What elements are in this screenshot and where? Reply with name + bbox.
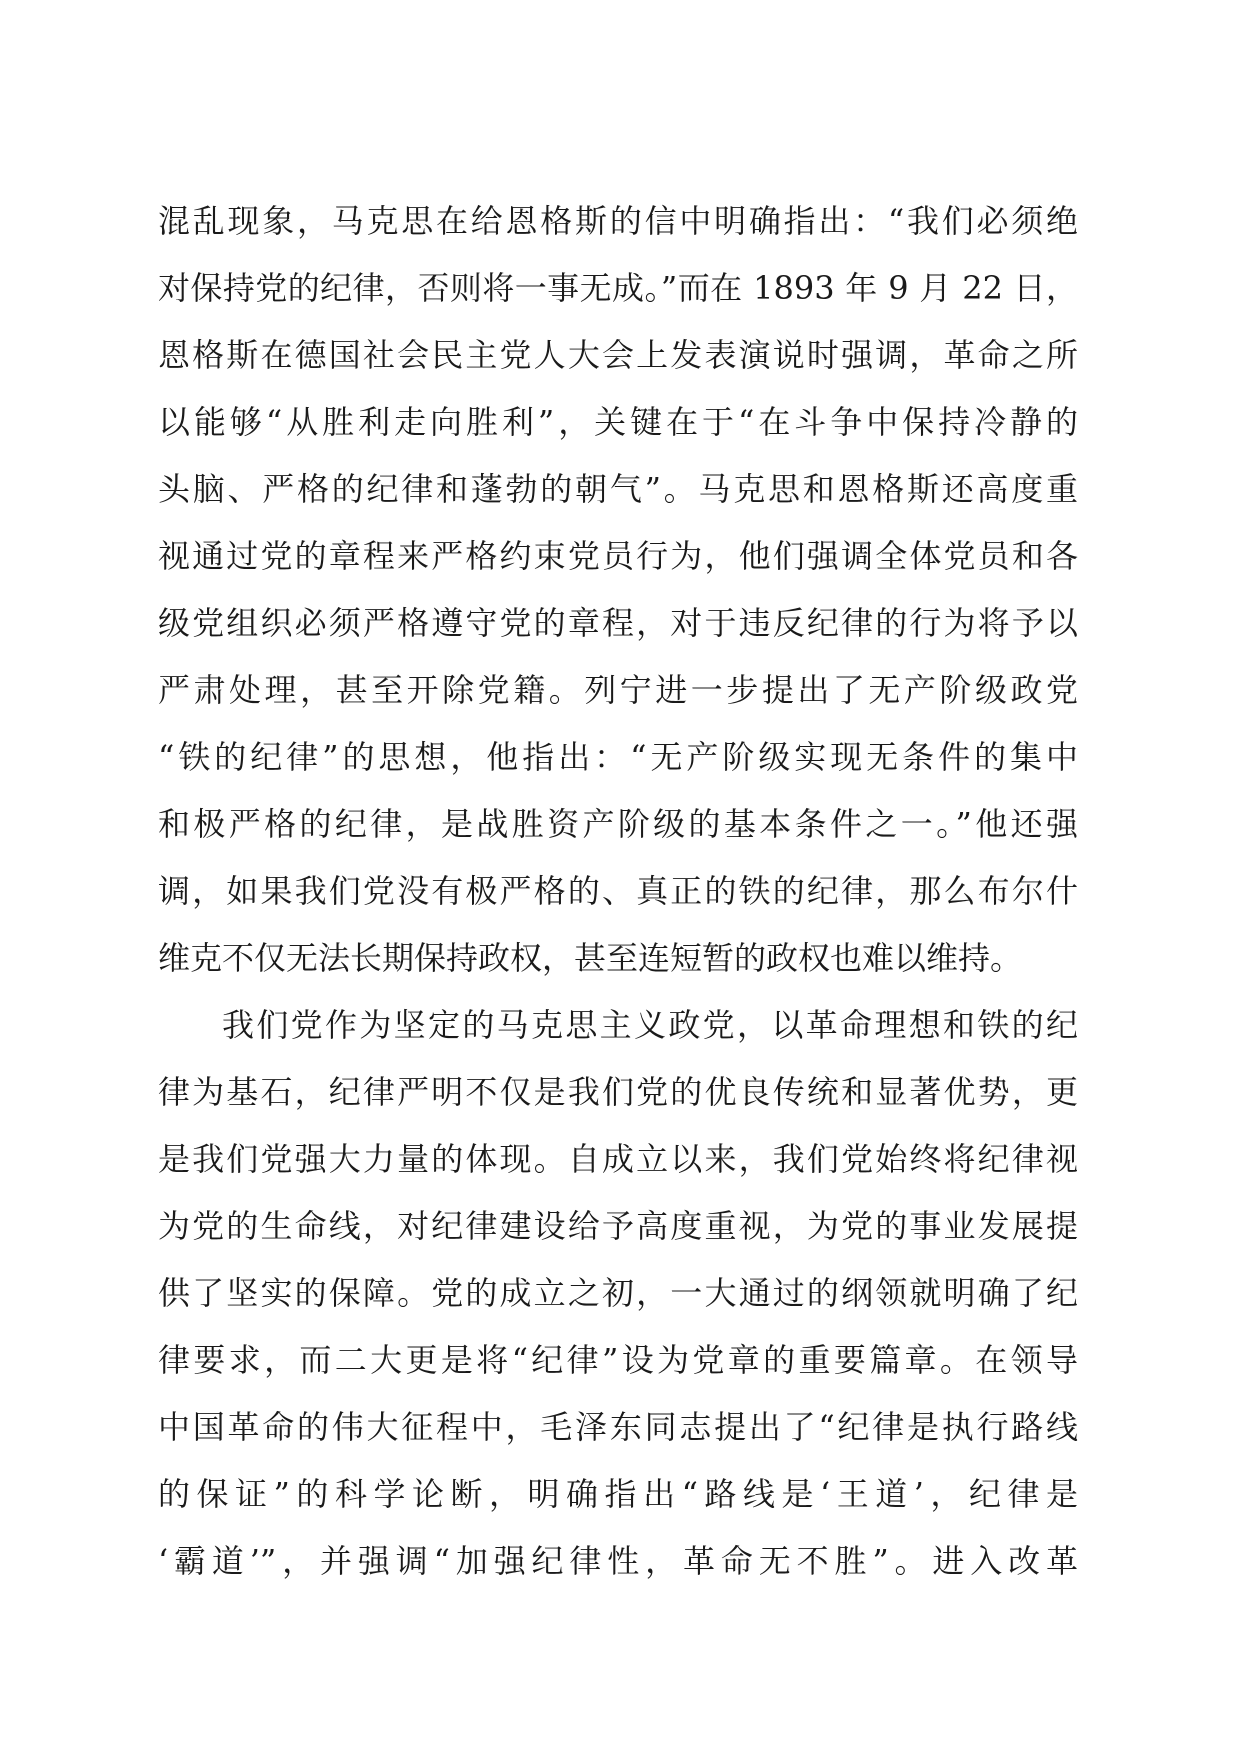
text-line: 严肃处理，甚至开除党籍。列宁进一步提出了无产阶级政党 [158, 671, 1078, 709]
text-line: 维克不仅无法长期保持政权，甚至连短暂的政权也难以维持。 [158, 939, 1023, 977]
text-line: 视通过党的章程来严格约束党员行为，他们强调全体党员和各 [158, 537, 1078, 575]
text-line: 以能够“从胜利走向胜利”，关键在于“在斗争中保持冷静的 [158, 403, 1078, 441]
text-line: 和极严格的纪律，是战胜资产阶级的基本条件之一。”他还强 [158, 805, 1078, 843]
text-line: 头脑、严格的纪律和蓬勃的朝气”。马克思和恩格斯还高度重 [158, 470, 1078, 508]
text-line: ‘霸道’”，并强调“加强纪律性，革命无不胜”。进入改革 [158, 1542, 1078, 1580]
text-line: 为党的生命线，对纪律建设给予高度重视，为党的事业发展提 [158, 1207, 1078, 1245]
text-line: 调，如果我们党没有极严格的、真正的铁的纪律，那么布尔什 [158, 872, 1078, 910]
text-line: 中国革命的伟大征程中，毛泽东同志提出了“纪律是执行路线 [158, 1408, 1078, 1446]
text-line: 律为基石，纪律严明不仅是我们党的优良传统和显著优势，更 [158, 1073, 1078, 1111]
text-line: 恩格斯在德国社会民主党人大会上发表演说时强调，革命之所 [158, 336, 1078, 374]
text-line: 是我们党强大力量的体现。自成立以来，我们党始终将纪律视 [158, 1140, 1078, 1178]
text-line: 混乱现象，马克思在给恩格斯的信中明确指出：“我们必须绝 [158, 202, 1078, 240]
text-line: “铁的纪律”的思想，他指出：“无产阶级实现无条件的集中 [158, 738, 1078, 776]
text-line: 供了坚实的保障。党的成立之初，一大通过的纲领就明确了纪 [158, 1274, 1078, 1312]
text-line: 级党组织必须严格遵守党的章程，对于违反纪律的行为将予以 [158, 604, 1078, 642]
text-line: 的保证”的科学论断，明确指出“路线是‘王道’，纪律是 [158, 1475, 1078, 1513]
text-line: 对保持党的纪律，否则将一事无成。”而在 1893 年 9 月 22 日， [158, 269, 1078, 307]
text-line: 律要求，而二大更是将“纪律”设为党章的重要篇章。在领导 [158, 1341, 1078, 1379]
text-line: 我们党作为坚定的马克思主义政党，以革命理想和铁的纪 [222, 1006, 1078, 1044]
body-text [158, 188, 1078, 1595]
